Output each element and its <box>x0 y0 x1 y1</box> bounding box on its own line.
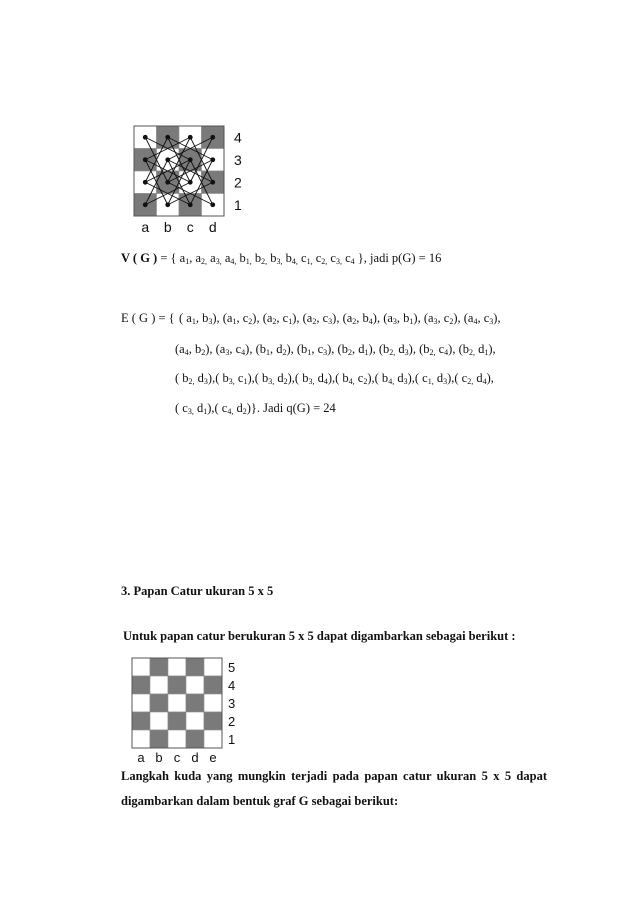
edge-text: , b <box>188 342 202 356</box>
rank-label-5: 5 <box>228 660 236 675</box>
edge-text: d <box>194 371 204 385</box>
edge-subscript: 3 <box>208 317 213 326</box>
vertex-0: a <box>179 251 186 265</box>
square-d4 <box>186 676 204 694</box>
square-d1 <box>186 730 204 748</box>
edge-subscript: 2 <box>347 348 352 357</box>
vertex-11: c <box>345 251 351 265</box>
rank-label-2: 2 <box>228 714 236 729</box>
edge-subscript: 4, <box>227 407 234 416</box>
edge-set-line-2 <box>175 342 496 357</box>
vertex-dot-a2 <box>143 180 148 185</box>
vertex-subscript: 3, <box>215 257 222 266</box>
edge-text: ), (b <box>448 342 469 356</box>
square-c2 <box>168 712 186 730</box>
edge-subscript: 1 <box>265 348 270 357</box>
square-d2 <box>186 712 204 730</box>
edge-text: ), (a <box>212 311 233 325</box>
file-label-a: a <box>137 750 145 765</box>
vertex-subscript: 2, <box>321 257 328 266</box>
edge-subscript: 2 <box>248 317 253 326</box>
edge-text: ), (a <box>292 311 313 325</box>
board-5x5-squares <box>132 658 222 748</box>
rank-label-3: 3 <box>234 151 242 168</box>
edge-text: , c <box>311 342 324 356</box>
edge-text: d <box>233 401 243 415</box>
edge-text: , b <box>195 311 209 325</box>
edge-text: , c <box>276 311 289 325</box>
edge-text: ),( c <box>207 401 228 415</box>
edge-text: d <box>473 371 483 385</box>
edge-text: ),( b <box>207 371 229 385</box>
edge-text: ( c <box>175 401 188 415</box>
edge-subscript: 4 <box>368 317 373 326</box>
edge-subscript: 3, <box>308 377 315 386</box>
vertex-dot-a3 <box>143 157 148 162</box>
square-e4 <box>204 676 222 694</box>
edge-text: d <box>433 371 444 385</box>
edge-subscript: 4 <box>482 377 487 386</box>
edge-text: ), (a <box>413 311 434 325</box>
vertex-subscript: 2, <box>261 257 268 266</box>
edge-subscript: 3 <box>404 348 409 357</box>
square-c3 <box>168 694 186 712</box>
edge-text: ( b <box>175 371 189 385</box>
edge-subscript: 2 <box>201 348 206 357</box>
edge-text: ( a <box>179 311 192 325</box>
edge-subscript: 2 <box>352 317 357 326</box>
edge-text: ), (a <box>332 311 353 325</box>
edge-subscript: 1 <box>203 407 208 416</box>
vertex-dot-d4 <box>210 135 215 140</box>
edge-subscript: 1 <box>484 348 489 357</box>
edge-subscript: 2 <box>242 407 247 416</box>
closing-line-1: Langkah kuda yang mungkin terjadi pada papan catur ukuran 5 x 5 dapat <box>121 769 547 783</box>
vertex-dot-b2 <box>165 180 170 185</box>
intro-paragraph: Untuk papan catur berukuran 5 x 5 dapat digambarkan sebagai berikut : <box>123 629 516 643</box>
edge-subscript: 3, <box>228 377 235 386</box>
vertex-2: a <box>210 251 216 265</box>
edge-text: ), (a <box>453 311 474 325</box>
rank-label-1: 1 <box>234 196 242 213</box>
edge-text: , b <box>396 311 410 325</box>
board-4x4-file-labels <box>141 219 216 235</box>
edge-subscript: 2 <box>363 377 368 386</box>
square-c5 <box>168 658 186 676</box>
edge-subscript: 2 <box>282 348 287 357</box>
vertex-3: a <box>224 251 231 265</box>
edge-text: ), (b <box>368 342 390 356</box>
edge-subscript: 2, <box>469 348 475 357</box>
vertex-dot-a4 <box>143 135 148 140</box>
edge-text: ),( b <box>327 371 349 385</box>
edge-text: d <box>395 342 405 356</box>
vertex-6: b <box>270 251 277 265</box>
edge-subscript: 3 <box>203 377 208 386</box>
edge-subscript: 3 <box>443 377 448 386</box>
edge-subscript: 1 <box>232 317 237 326</box>
edge-subscript: 4 <box>323 377 328 386</box>
edge-text: d <box>394 371 404 385</box>
vertex-dot-b1 <box>165 202 170 207</box>
edge-text: , d <box>351 342 365 356</box>
edge-text: , c <box>437 311 450 325</box>
vertex-subscript: 1 <box>185 257 190 266</box>
edge-subscript: 4, <box>348 377 355 386</box>
edge-text: ), (b <box>245 342 266 356</box>
edge-text: , c <box>229 342 242 356</box>
edge-text: )}. Jadi q(G) = 24 <box>246 401 336 415</box>
edge-text: d <box>314 371 324 385</box>
square-b3 <box>150 694 168 712</box>
square-b2 <box>150 712 168 730</box>
edge-subscript: 3, <box>268 377 275 386</box>
vertex-subscript: 4, <box>291 257 298 266</box>
file-label-c: c <box>186 219 194 235</box>
vertex-8: c <box>301 251 307 265</box>
edge-subscript: 3 <box>392 317 397 326</box>
rank-label-1: 1 <box>228 732 236 747</box>
edge-text: d <box>193 401 204 415</box>
vertex-dot-d3 <box>210 157 215 162</box>
square-a1 <box>132 730 150 748</box>
edge-subscript: 3 <box>225 348 230 357</box>
edge-text: c <box>234 371 244 385</box>
edge-subscript: 1 <box>191 317 196 326</box>
square-a4 <box>132 676 150 694</box>
edge-subscript: 1 <box>288 317 293 326</box>
vertex-subscript: 3, <box>276 257 283 266</box>
edge-text: ), (b <box>408 342 430 356</box>
file-label-c: c <box>173 750 181 765</box>
square-c1 <box>168 730 186 748</box>
square-b5 <box>150 658 168 676</box>
vertex-dot-d1 <box>210 202 215 207</box>
board-5x5-rank-labels <box>228 660 235 747</box>
edge-subscript: 4 <box>444 348 449 357</box>
file-label-d: d <box>191 750 199 765</box>
vertex-subscript: 3, <box>335 257 342 266</box>
edge-subscript: 4 <box>184 348 189 357</box>
edge-text: ),( c <box>407 371 428 385</box>
edge-subscript: 2 <box>312 317 317 326</box>
edge-subscript: 1 <box>243 377 248 386</box>
square-a5 <box>132 658 150 676</box>
square-e3 <box>204 694 222 712</box>
vertex-subscript: 4 <box>350 257 355 266</box>
vertex-dot-c4 <box>188 135 193 140</box>
edge-text: ), (b <box>327 342 348 356</box>
edge-text: ), (a <box>372 311 393 325</box>
edge-set-label: E ( G ) = { <box>121 311 175 325</box>
vertex-dot-c1 <box>188 202 193 207</box>
edge-text: c <box>435 342 445 356</box>
edge-subscript: 4 <box>241 348 246 357</box>
separator: , <box>189 251 196 265</box>
edge-set-line-3 <box>175 371 494 386</box>
edge-text: , c <box>316 311 329 325</box>
vertex-subscript: 1, <box>306 257 313 266</box>
edge-text: ),( b <box>247 371 269 385</box>
vertex-dot-c2 <box>188 180 193 185</box>
edge-subscript: 3 <box>489 317 494 326</box>
edge-text: (a <box>175 342 185 356</box>
knight-graph-4x4-figure <box>128 118 288 235</box>
rank-label-3: 3 <box>228 696 236 711</box>
edge-subscript: 2, <box>467 377 474 386</box>
vertex-4: b <box>239 251 246 265</box>
edge-text: d <box>475 342 485 356</box>
board-4x4-rank-labels <box>234 129 242 213</box>
edge-text: ),( b <box>367 371 389 385</box>
edge-subscript: 3 <box>323 348 328 357</box>
vertex-5: b <box>254 251 262 265</box>
vertex-set-result: }, jadi p(G) = 16 <box>357 251 442 265</box>
vertex-7: b <box>285 251 292 265</box>
edge-text: , c <box>236 311 249 325</box>
vertex-dot-b4 <box>165 135 170 140</box>
vertex-subscript: 2, <box>201 257 208 266</box>
vertex-dot-a1 <box>143 202 148 207</box>
closing-line-2: digambarkan dalam bentuk graf G sebagai berikut: <box>121 794 399 808</box>
edge-subscript: 1, <box>427 377 434 386</box>
edge-text: ), <box>493 311 501 325</box>
square-b1 <box>150 730 168 748</box>
edge-subscript: 2, <box>429 348 436 357</box>
square-e2 <box>204 712 222 730</box>
edge-subscript: 2 <box>272 317 277 326</box>
section-heading: 3. Papan Catur ukuran 5 x 5 <box>121 584 274 598</box>
square-e1 <box>204 730 222 748</box>
board-4x4-squares <box>134 126 224 216</box>
edge-subscript: 4, <box>388 377 395 386</box>
file-label-d: d <box>208 219 217 235</box>
edge-text: , b <box>356 311 369 325</box>
edge-subscript: 3 <box>403 377 408 386</box>
edge-text: ),( b <box>287 371 309 385</box>
square-a2 <box>132 712 150 730</box>
edge-subscript: 3 <box>433 317 438 326</box>
vertex-set-label: V ( G ) <box>121 251 158 265</box>
square-e5 <box>204 658 222 676</box>
rank-label-2: 2 <box>234 174 242 191</box>
edge-subscript: 1 <box>364 348 369 357</box>
vertex-set-line <box>121 251 441 266</box>
board-5x5-file-labels <box>137 750 216 765</box>
vertex-dot-b3 <box>165 157 170 162</box>
vertex-9: c <box>315 251 322 265</box>
edge-text: c <box>354 371 364 385</box>
vertex-10: c <box>330 251 336 265</box>
vertex-subscript: 1, <box>245 257 252 266</box>
edge-subscript: 1 <box>307 348 312 357</box>
file-label-e: e <box>209 750 217 765</box>
edge-text: d <box>274 371 284 385</box>
edge-subscript: 2, <box>188 377 195 386</box>
edge-subscript: 3 <box>328 317 333 326</box>
file-label-b: b <box>155 750 163 765</box>
edge-subscript: 4 <box>473 317 478 326</box>
edge-subscript: 2 <box>283 377 288 386</box>
vertex-subscript: 4, <box>230 257 237 266</box>
square-c4 <box>168 676 186 694</box>
edge-text: , d <box>269 342 283 356</box>
square-d5 <box>186 658 204 676</box>
edge-set-line-4 <box>175 401 336 416</box>
rank-label-4: 4 <box>234 129 242 146</box>
edge-text: ),( c <box>447 371 468 385</box>
board-5x5-figure <box>130 652 300 765</box>
edge-subscript: 1 <box>409 317 414 326</box>
edge-text: ), <box>488 342 496 356</box>
edge-text: ), (b <box>286 342 308 356</box>
edge-text: ), (a <box>205 342 226 356</box>
vertex-set-open: = { <box>157 251 180 265</box>
edge-text: , c <box>477 311 490 325</box>
edge-set-line-1 <box>179 311 501 326</box>
edge-text: ), <box>486 371 494 385</box>
file-label-a: a <box>141 219 150 235</box>
vertex-list <box>180 251 358 265</box>
file-label-b: b <box>163 219 172 235</box>
vertex-dot-c3 <box>188 157 193 162</box>
edge-text: ), (a <box>252 311 273 325</box>
square-d3 <box>186 694 204 712</box>
edge-subscript: 2 <box>449 317 454 326</box>
edge-subscript: 2, <box>389 348 396 357</box>
edge-subscript: 3, <box>187 407 194 416</box>
rank-label-4: 4 <box>228 678 236 693</box>
square-a3 <box>132 694 150 712</box>
vertex-1: a <box>195 251 202 265</box>
square-b4 <box>150 676 168 694</box>
vertex-dot-d2 <box>210 180 215 185</box>
